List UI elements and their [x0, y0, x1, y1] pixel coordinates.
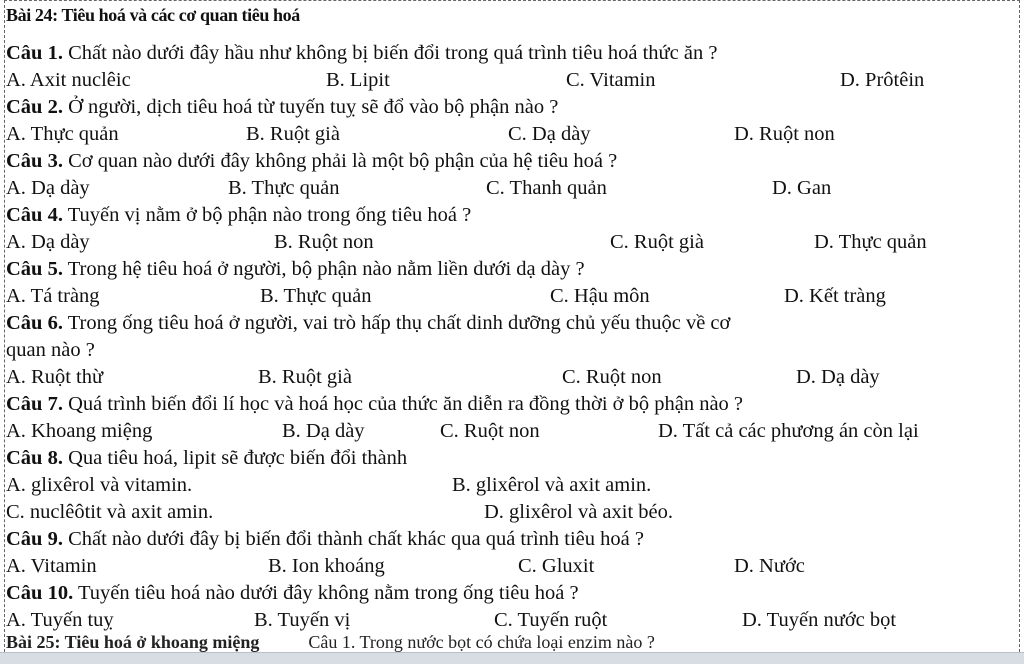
- question-number: Câu 8.: [6, 447, 63, 469]
- question-6-continued: quan nào ?: [6, 339, 95, 361]
- option-c: C. Hậu môn: [550, 285, 650, 307]
- question-text: Tuyến vị nằm ở bộ phận nào trong ống tiêu hoá ?: [62, 204, 472, 226]
- option-b: B. Thực quản: [260, 285, 372, 307]
- option-b: B. Dạ dày: [282, 420, 365, 442]
- option-d: D. glixêrol và axit béo.: [484, 501, 674, 523]
- option-c: C. Ruột non: [562, 366, 662, 388]
- option-c: C. Vitamin: [566, 69, 656, 91]
- option-b: B. glixêrol và axit amin.: [452, 474, 652, 496]
- question-number: Câu 9.: [6, 528, 63, 550]
- option-a: A. Dạ dày: [6, 231, 90, 253]
- question-number: Câu 3.: [6, 150, 63, 172]
- question-5: [6, 256, 1018, 282]
- option-b: B. Tuyến vị: [254, 609, 351, 631]
- option-b: B. Lipit: [326, 69, 390, 91]
- option-d: D. Ruột non: [734, 123, 835, 145]
- option-c: C. Tuyến ruột: [494, 609, 608, 631]
- question-4: [6, 202, 1018, 228]
- option-d: D. Gan: [772, 177, 832, 199]
- option-c: C. Dạ dày: [508, 123, 591, 145]
- option-c: C. Ruột non: [440, 420, 540, 442]
- question-text: Quá trình biến đổi lí học và hoá học của thức ăn diễn ra đồng thời ở bộ phận nào ?: [62, 393, 744, 415]
- option-b: B. Ruột non: [274, 231, 374, 253]
- question-number: Câu 7.: [6, 393, 63, 415]
- question-7: [6, 391, 1018, 417]
- option-c: C. Gluxit: [518, 555, 595, 577]
- option-d: D. Thực quản: [814, 231, 927, 253]
- next-lesson-title: Bài 25: Tiêu hoá ở khoang miệng: [6, 632, 260, 652]
- option-d: D. Tuyến nước bọt: [742, 609, 897, 631]
- option-a: A. Ruột thừ: [6, 366, 104, 388]
- question-text: Trong hệ tiêu hoá ở người, bộ phận nào nằm liền dưới dạ dày ?: [62, 258, 585, 280]
- option-b: B. Ruột già: [246, 123, 340, 145]
- question-number: Câu 1.: [6, 42, 63, 64]
- question-text: Chất nào dưới đây bị biến đổi thành chất khác qua quá trình tiêu hoá ?: [62, 528, 644, 550]
- lesson-title: Bài 24: Tiêu hoá và các cơ quan tiêu hoá: [6, 5, 300, 25]
- option-a: A. glixêrol và vitamin.: [6, 474, 193, 496]
- option-b: B. Ion khoáng: [268, 555, 385, 577]
- option-a: A. Dạ dày: [6, 177, 90, 199]
- question-number: Câu 5.: [6, 258, 63, 280]
- option-a: A. Axit nuclêic: [6, 69, 131, 91]
- option-c: C. Ruột già: [610, 231, 704, 253]
- option-d: D. Dạ dày: [796, 366, 880, 388]
- option-a: A. Khoang miệng: [6, 420, 153, 442]
- option-d: D. Tất cả các phương án còn lại: [658, 420, 919, 442]
- option-d: D. Kết tràng: [784, 285, 886, 307]
- option-d: D. Prôtêin: [840, 69, 925, 91]
- window-bottom-bar: [0, 652, 1024, 664]
- question-3: [6, 148, 1018, 174]
- option-c: C. nuclêôtit và axit amin.: [6, 501, 214, 523]
- question-number: Câu 2.: [6, 96, 63, 118]
- question-text: Trong ống tiêu hoá ở người, vai trò hấp thụ chất dinh dưỡng chủ yếu thuộc về cơ: [62, 312, 731, 334]
- next-lesson-question: Câu 1. Trong nước bọt có chứa loại enzim nào ?: [308, 632, 655, 652]
- option-b: B. Thực quản: [228, 177, 340, 199]
- question-text: Tuyến tiêu hoá nào dưới đây không nằm trong ống tiêu hoá ?: [73, 582, 579, 604]
- question-text: Cơ quan nào dưới đây không phải là một bộ phận của hệ tiêu hoá ?: [62, 150, 618, 172]
- option-a: A. Vitamin: [6, 555, 97, 577]
- option-a: A. Tá tràng: [6, 285, 100, 307]
- option-a: A. Thực quản: [6, 123, 119, 145]
- option-d: D. Nước: [734, 555, 805, 577]
- next-lesson-line: [6, 632, 1018, 653]
- question-number: Câu 10.: [6, 582, 74, 604]
- question-text: Ở người, dịch tiêu hoá từ tuyến tuỵ sẽ đổ vào bộ phận nào ?: [62, 96, 559, 118]
- question-1: [6, 40, 1018, 66]
- option-a: A. Tuyến tuỵ: [6, 609, 114, 631]
- question-9: [6, 526, 1018, 552]
- question-text: Qua tiêu hoá, lipit sẽ được biến đổi thành: [62, 447, 408, 469]
- question-number: Câu 6.: [6, 312, 63, 334]
- question-number: Câu 4.: [6, 204, 63, 226]
- question-text: Chất nào dưới đây hầu như không bị biến đổi trong quá trình tiêu hoá thức ăn ?: [62, 42, 718, 64]
- question-8: [6, 445, 1018, 471]
- option-c: C. Thanh quản: [486, 177, 607, 199]
- question-2: [6, 94, 1018, 120]
- question-10: [6, 580, 1018, 606]
- option-b: B. Ruột già: [258, 366, 352, 388]
- question-6: [6, 310, 1018, 336]
